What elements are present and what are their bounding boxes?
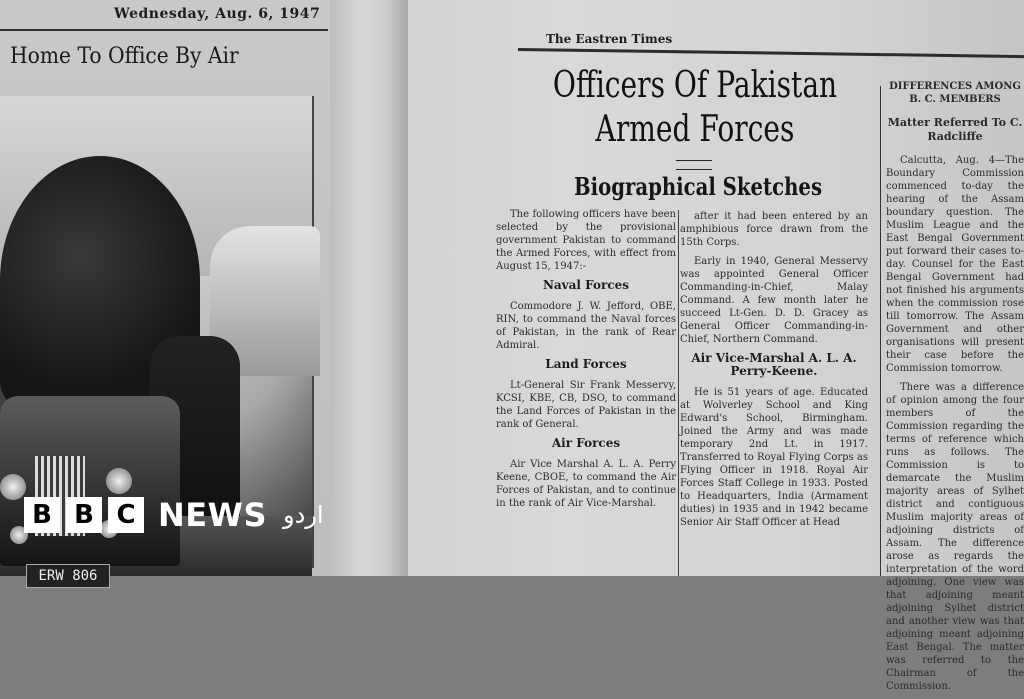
left-page: [0, 0, 330, 584]
article-column-1: [496, 208, 676, 516]
naval-forces-paragraph: Commodore J. W. Jefford, OBE, RIN, to command the Naval forces of Pakistan, in the rank of Rear Admiral.: [496, 301, 676, 351]
masthead-rule: [518, 48, 1024, 58]
naval-forces-heading: Naval Forces: [542, 278, 630, 292]
article-column-2: [680, 210, 868, 535]
column-2-paragraph-2: Early in 1940, General Messervy was appointed General Officer Commanding-in-Chief, Malay Command. A few month later he succeed Lt-Gen. D. D. Gracey as General Officer Commanding-in-Chief, Northern Command.: [680, 256, 868, 345]
bbc-urdu-wordmark: اردو: [282, 501, 324, 529]
boundary-paragraph-2: There was a difference of opinion among the four members of the Commission regarding the terms of reference which runs as follows. The Commission is to demarcate the Muslim majority areas of Sylhet district and contiguous Muslim majority areas of adjoining districts of Assam. The difference arose as regards the interpretation of the word adjoining. One view was that adjoining meant adjoining Sylhet district and another view was that adjoining meant adjoining East Bengal. The matter was referred to the Chairman of the Commission.: [886, 382, 1024, 692]
right-page: [408, 0, 1024, 692]
left-page-date: Wednesday, Aug. 6, 1947: [114, 6, 321, 22]
boundary-article-heading: DIFFERENCES AMONG B. C. MEMBERS: [889, 81, 1021, 105]
bbc-logo-letter-3: C: [108, 497, 144, 533]
car-headlamp-right: [106, 468, 132, 494]
headline-ornament: [676, 160, 712, 170]
photo-car: [0, 396, 180, 566]
column-divider-right: [880, 86, 881, 576]
land-forces-paragraph: Lt-General Sir Frank Messervy, KCSI, KBE, CB, DSO, to command the Land Forces of Pakistan in the rank of General.: [496, 380, 676, 430]
license-plate-text: ERW 806: [38, 568, 98, 584]
column-divider: [678, 210, 679, 576]
land-forces-heading: Land Forces: [545, 357, 627, 371]
bbc-news-wordmark: NEWS: [158, 496, 267, 534]
masthead: The Eastren Times: [546, 32, 673, 46]
article-subhead: Biographical Sketches: [573, 172, 823, 201]
column-2-paragraph-1: after it had been entered by an amphibious force drawn from the 15th Corps.: [680, 211, 868, 248]
left-page-headline: Home To Office By Air: [10, 44, 239, 69]
article-headline: Officers Of Pakistan Armed Forces: [552, 65, 838, 150]
article-column-3: [886, 80, 1024, 699]
page-gutter: [330, 0, 408, 576]
boundary-article-subheading: Matter Referred To C. Radcliffe: [887, 116, 1023, 143]
intro-paragraph: The following officers have been selected by the provisional government Pakistan to command the Armed Forces, with effect from August 15, 1947:-: [496, 209, 676, 272]
left-page-rule: [0, 29, 328, 31]
bbc-logo-letter-1: B: [24, 497, 60, 533]
air-forces-paragraph: Air Vice Marshal A. L. A. Perry Keene, CBOE, to command the Air Forces of Pakistan, and to continue in the rank of Air Vice-Marshal.: [496, 459, 676, 509]
perry-keene-heading: Air Vice-Marshal A. L. A. Perry-Keene.: [691, 351, 857, 378]
column-2-paragraph-3: He is 51 years of age. Educated at Wolverley School and King Edward's School, Birmingham. Joined the Army and was made temporary 2nd Lt. in 1917. Transferred to Royal Flying Corps as Flying Officer in 1918. Royal Air Forces Staff College in 1933. Posted to Headquarters, India (Armament duties) in 1935 and in 1942 became Senior Air Staff Officer at Head: [680, 387, 868, 528]
bbc-news-urdu-logo: [24, 496, 324, 534]
bbc-logo-letter-2: B: [66, 497, 102, 533]
car-headlamp-left: [0, 474, 26, 500]
boundary-paragraph-1: Calcutta, Aug. 4—The Boundary Commission commenced to-day the hearing of the Assam boundary question. The Muslim League and the East Bengal Government put forward their cases to-day. Counsel for the East Bengal Government had not finished his arguments when the commission rose till tomorrow. The Assam Government and other organisations will present their case before the Commission tomorrow.: [886, 155, 1024, 374]
air-forces-heading: Air Forces: [551, 436, 621, 450]
license-plate: [26, 564, 110, 588]
